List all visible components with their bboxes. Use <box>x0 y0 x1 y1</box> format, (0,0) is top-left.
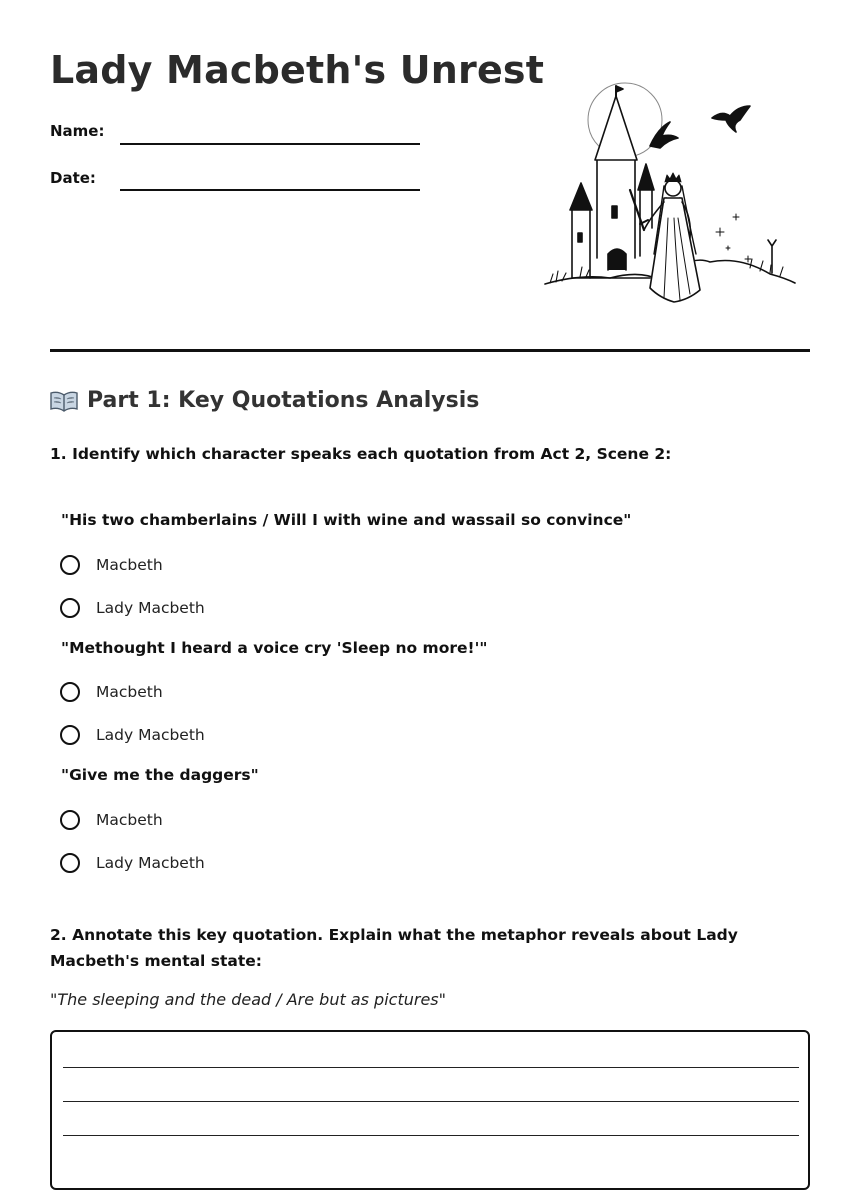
part1-title: Part 1: Key Quotations Analysis <box>87 388 480 413</box>
question-2-prompt: 2. Annotate this key quotation. Explain what the metaphor reveals about Lady Macbeth's mental state: <box>50 926 738 970</box>
date-field[interactable] <box>120 189 420 191</box>
worksheet-title: Lady Macbeth's Unrest <box>50 48 545 92</box>
option-label: Macbeth <box>96 811 163 829</box>
option-item3-macbeth[interactable] <box>60 807 163 833</box>
part1-heading <box>50 388 479 413</box>
annotation-quote: "The sleeping and the dead / Are but as pictures" <box>50 990 446 1009</box>
answer-line <box>63 1135 799 1136</box>
question-1-prompt: 1. Identify which character speaks each quotation from Act 2, Scene 2: <box>50 445 672 463</box>
option-item2-lady-macbeth[interactable] <box>60 722 205 748</box>
answer-line <box>63 1067 799 1068</box>
name-label: Name: <box>50 122 105 140</box>
option-item1-macbeth[interactable] <box>60 552 163 578</box>
quote-item-3: "Give me the daggers" <box>61 766 259 784</box>
radio-button[interactable] <box>60 598 80 618</box>
name-field[interactable] <box>120 143 420 145</box>
option-item1-lady-macbeth[interactable] <box>60 595 205 621</box>
quote-item-2: "Methought I heard a voice cry 'Sleep no more!'" <box>61 639 488 657</box>
option-label: Macbeth <box>96 556 163 574</box>
castle-lady-macbeth-illustration <box>540 78 800 310</box>
radio-button[interactable] <box>60 555 80 575</box>
quote-item-1: "His two chamberlains / Will I with wine and wassail so convince" <box>61 511 632 529</box>
answer-box[interactable] <box>50 1030 810 1190</box>
radio-button[interactable] <box>60 682 80 702</box>
open-book-icon <box>50 390 78 412</box>
date-label: Date: <box>50 169 96 187</box>
option-label: Lady Macbeth <box>96 599 205 617</box>
option-item3-lady-macbeth[interactable] <box>60 850 205 876</box>
option-label: Lady Macbeth <box>96 854 205 872</box>
answer-line <box>63 1101 799 1102</box>
option-label: Lady Macbeth <box>96 726 205 744</box>
option-item2-macbeth[interactable] <box>60 679 163 705</box>
radio-button[interactable] <box>60 810 80 830</box>
header-divider <box>50 349 810 352</box>
option-label: Macbeth <box>96 683 163 701</box>
radio-button[interactable] <box>60 853 80 873</box>
radio-button[interactable] <box>60 725 80 745</box>
